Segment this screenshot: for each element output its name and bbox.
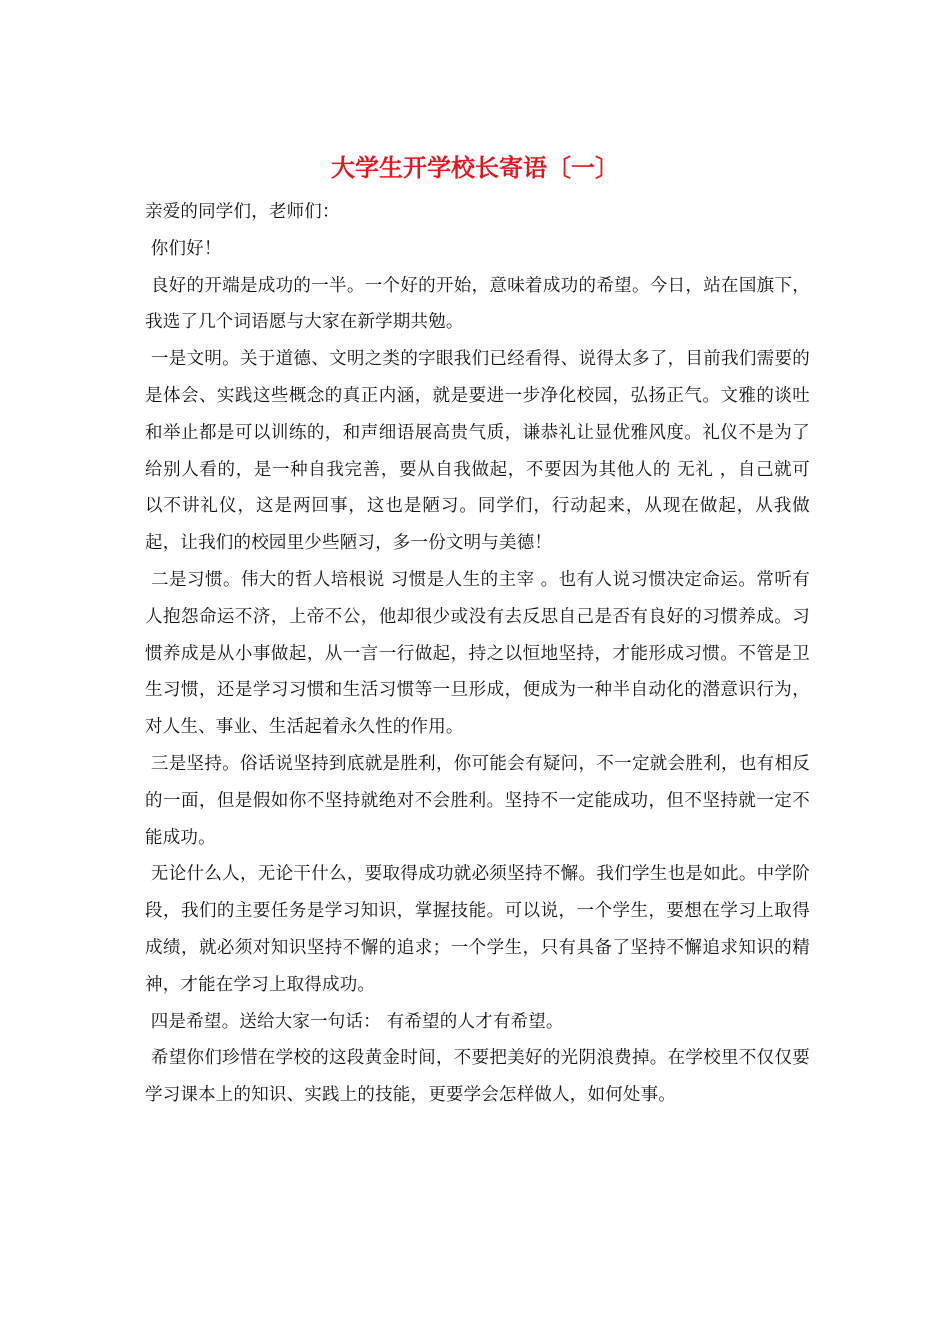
paragraph-habits: 二是习惯。伟大的哲人培根说 习惯是人生的主宰 。也有人说习惯决定命运。常听有人抱怨命运不济，上帝不公，他却很少或没有去反思自己是否有良好的习惯养成。习惯养成是从小事做起，从一言一行做起，持之以恒地坚持，才能形成习惯。不管是卫生习惯，还是学习习惯和生活习惯等一旦形成，便成为一种半自动化的潜意识行为，对人生、事业、生活起着永久性的作用。 [145, 569, 810, 738]
paragraph-closing: 希望你们珍惜在学校的这段黄金时间，不要把美好的光阴浪费掉。在学校里不仅仅要学习课本上的知识、实践上的技能，更要学会怎样做人，如何处事。 [145, 1048, 810, 1106]
paragraph-civility: 一是文明。关于道德、文明之类的字眼我们已经看得、说得太多了，目前我们需要的是体会、实践这些概念的真正内涵，就是要进一步净化校园，弘扬正气。文雅的谈吐和举止都是可以训练的，和声细语展高贵气质，谦恭礼让显优雅风度。礼仪不是为了给别人看的，是一种自我完善，要从自我做起，不要因为其他人的 无礼 ，自己就可以不讲礼仪，这是两回事，这也是陋习。同学们，行动起来，从现在做起，从我做起，让我们的校园里少些陋习，多一份文明与美德！ [145, 349, 810, 554]
page-title: 大学生开学校长寄语〔一〕 [331, 153, 619, 182]
document-body [145, 194, 810, 1114]
paragraph-persistence: 三是坚持。俗话说坚持到底就是胜利，你可能会有疑问，不一定就会胜利，也有相反的一面，但是假如你不坚持就绝对不会胜利。坚持不一定能成功，但不坚持就一定不能成功。 [145, 753, 810, 848]
paragraph-greeting: 亲爱的同学们，老师们： [145, 202, 340, 222]
paragraph-hello: 你们好！ [145, 238, 222, 259]
paragraph-intro: 良好的开端是成功的一半。一个好的开始，意味着成功的希望。今日，站在国旗下，我选了几个词语愿与大家在新学期共勉。 [145, 275, 810, 333]
paragraph-hope: 四是希望。送给大家一句话： 有希望的人才有希望。 [145, 1011, 564, 1032]
paragraph-perseverance: 无论什么人，无论干什么，要取得成功就必须坚持不懈。我们学生也是如此。中学阶段，我们的主要任务是学习知识，掌握技能。可以说，一个学生，要想在学习上取得成绩，就必须对知识坚持不懈的追求；一个学生，只有具备了坚持不懈追求知识的精神，才能在学习上取得成功。 [145, 864, 810, 995]
